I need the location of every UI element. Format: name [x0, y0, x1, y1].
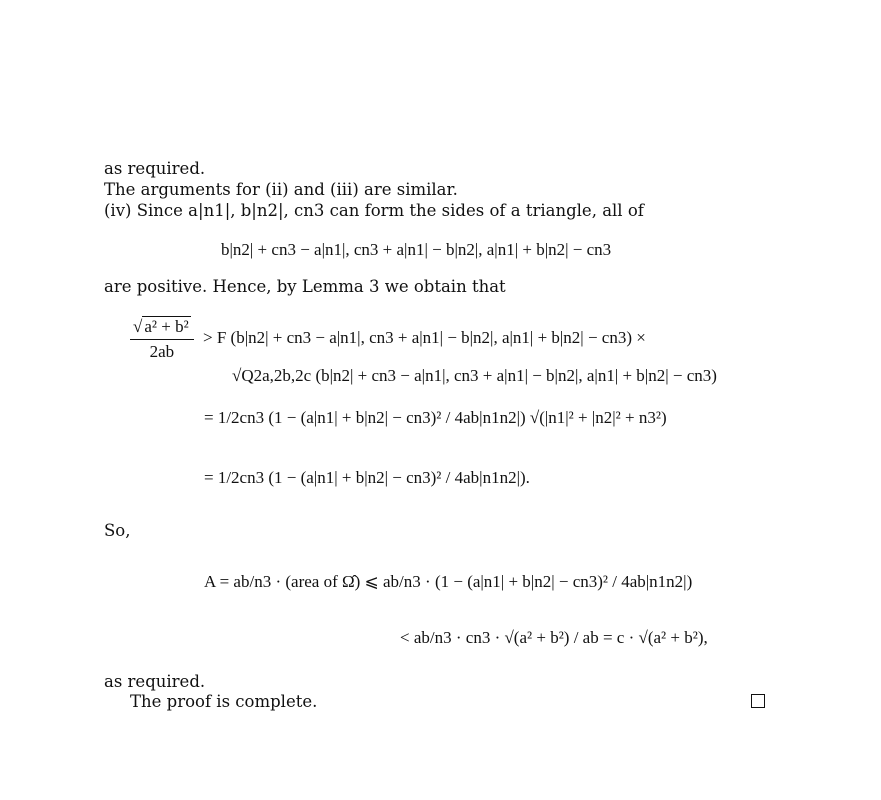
paragraph-iv: (iv) Since a|n1|, b|n2|, cn3 can form the sides of a triangle, all of — [104, 201, 644, 220]
paragraph-as-required-1: as required. — [104, 159, 206, 178]
paragraph-proof-complete: The proof is complete. — [130, 692, 318, 711]
qed-square-icon — [751, 694, 765, 708]
equation-lemma-lhs: $\frac{\text{√ a² + b²}}{2ab}$ — [130, 316, 194, 362]
paragraph-so: So, — [104, 521, 131, 540]
equation-sides: b|n2| + cn3 − a|n1|, cn3 + a|n1| − b|n2|, a|n1| + b|n2| − cn3 — [221, 240, 612, 259]
equation-lemma-line4: = 1/2cn3 (1 − (a|n1| + b|n2| − cn3)² / 4ab|n1n2|). — [204, 468, 530, 487]
paragraph-arguments: The arguments for (ii) and (iii) are similar. — [104, 180, 458, 199]
equation-lemma-line3: = 1/2cn3 (1 − (a|n1| + b|n2| − cn3)² / 4ab|n1n2|) √(|n1|² + |n2|² + n3²) — [204, 408, 667, 427]
paragraph-as-required-2: as required. — [104, 672, 206, 691]
paragraph-positive: are positive. Hence, by Lemma 3 we obtain that — [104, 277, 506, 296]
equation-area-line2: < ab/n3 · cn3 · √(a² + b²) / ab = c · √(a² + b²), — [400, 628, 708, 647]
equation-area-line1: A = ab/n3 · (area of Ω̂) ⩽ ab/n3 · (1 − (a|n1| + b|n2| − cn3)² / 4ab|n1n2|) — [204, 572, 693, 591]
equation-lemma-line2: √Q2a,2b,2c (b|n2| + cn3 − a|n1|, cn3 + a|n1| − b|n2|, a|n1| + b|n2| − cn3) — [232, 366, 717, 385]
equation-lemma-line1: > F (b|n2| + cn3 − a|n1|, cn3 + a|n1| − b|n2|, a|n1| + b|n2| − cn3) × — [203, 328, 646, 347]
